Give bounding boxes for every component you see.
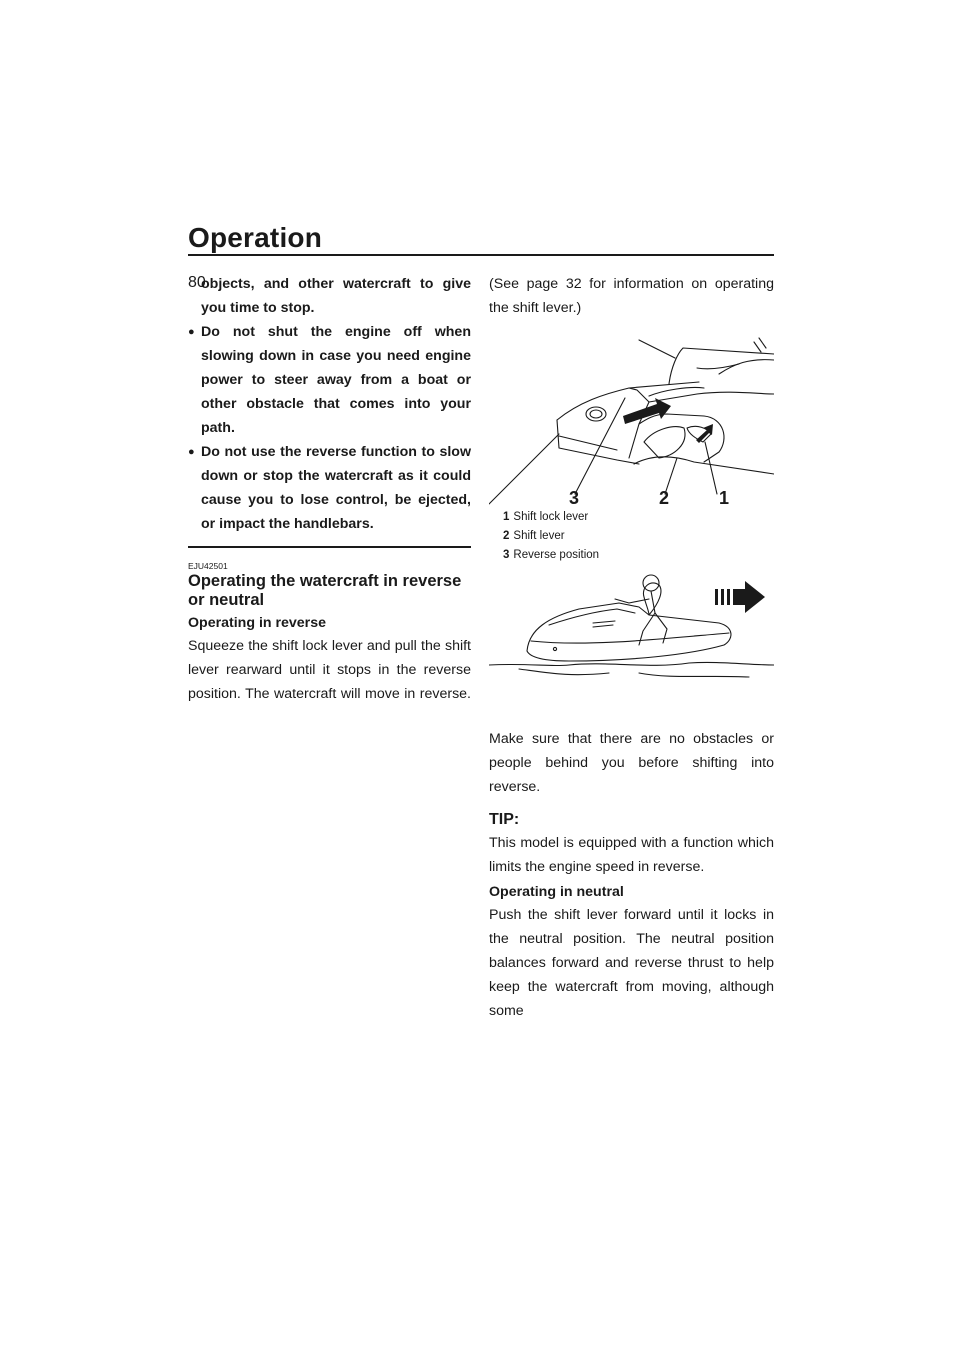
warning-continuation: objects, and other watercraft to give you time to stop. bbox=[201, 276, 471, 316]
reverse-paragraph: Squeeze the shift lock lever and pull the shift lever rearward until it stops in the reverse position. The watercraft will move in reverse. bbox=[188, 638, 471, 702]
warning-item bbox=[188, 440, 471, 536]
warning-item-text: Do not shut the engine off when slowing down in case you need engine power to steer away from a boat or other obstacle that comes into your path. bbox=[201, 324, 471, 436]
legend-item bbox=[503, 546, 774, 565]
section-code: EJU42501 bbox=[188, 561, 228, 571]
figure-legend bbox=[503, 508, 774, 565]
warning-end-rule bbox=[188, 546, 471, 548]
callout-2: 2 bbox=[659, 488, 670, 506]
legend-item bbox=[503, 508, 774, 527]
title-rule bbox=[188, 254, 774, 256]
shift-lever-figure bbox=[489, 324, 774, 506]
legend-item bbox=[503, 527, 774, 546]
subheading-reverse: Operating in reverse bbox=[188, 615, 326, 631]
bullet-icon: ● bbox=[188, 326, 195, 338]
right-column bbox=[489, 272, 774, 1023]
tip-paragraph: This model is equipped with a function which limits the engine speed in reverse. bbox=[489, 835, 774, 875]
watercraft-reverse-figure bbox=[489, 569, 774, 699]
obstacles-paragraph: Make sure that there are no obstacles or people behind you before shifting into reverse. bbox=[489, 731, 774, 795]
see-page-paragraph: (See page 32 for information on operating the shift lever.) bbox=[489, 276, 774, 316]
section-heading: Operating the watercraft in reverse or neutral bbox=[188, 572, 462, 609]
left-column bbox=[188, 272, 471, 706]
bullet-icon: ● bbox=[188, 446, 195, 458]
page-title: Operation bbox=[188, 222, 323, 253]
legend-label: Shift lever bbox=[513, 530, 565, 542]
callout-1: 1 bbox=[719, 488, 730, 506]
legend-label: Reverse position bbox=[513, 549, 600, 561]
subheading-neutral: Operating in neutral bbox=[489, 884, 624, 900]
warning-item-text: Do not use the reverse function to slow down or stop the watercraft as it could cause you to lose control, be ejected, or impact the handlebars. bbox=[201, 444, 471, 532]
legend-number: 1 bbox=[503, 511, 510, 523]
legend-label: Shift lock lever bbox=[513, 511, 589, 523]
neutral-paragraph: Push the shift lever forward until it locks in the neutral position. The neutral position balances forward and reverse thrust to help keep the watercraft from moving, although some bbox=[489, 907, 774, 1019]
callout-3: 3 bbox=[569, 488, 580, 506]
legend-number: 3 bbox=[503, 549, 510, 561]
warning-item bbox=[188, 320, 471, 440]
tip-label: TIP: bbox=[489, 811, 520, 828]
page-number: 80 bbox=[188, 274, 206, 291]
warning-list bbox=[188, 320, 471, 536]
legend-number: 2 bbox=[503, 530, 510, 542]
